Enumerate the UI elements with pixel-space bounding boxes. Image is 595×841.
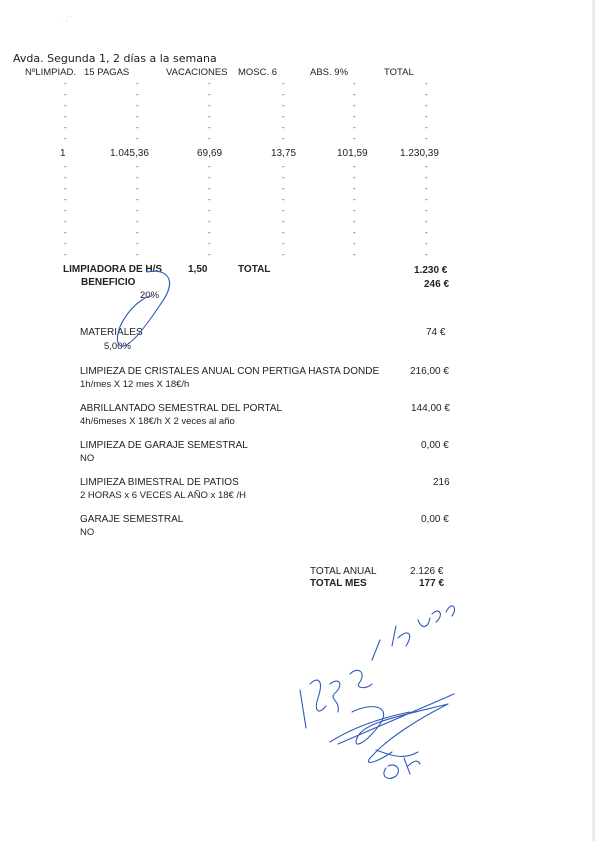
table-cell-value: 101,59 bbox=[337, 148, 368, 160]
service-amount: 0,00 € bbox=[421, 440, 449, 451]
table-cell-empty: - bbox=[208, 206, 211, 215]
col-header-mosc: MOSC. 6 bbox=[238, 67, 278, 78]
table-cell-empty: - bbox=[208, 249, 211, 259]
table-cell-empty: - bbox=[282, 100, 285, 110]
table-cell-empty: - bbox=[64, 79, 67, 88]
table-cell-empty: - bbox=[208, 227, 211, 237]
service-title: LIMPIEZA DE GARAJE SEMESTRAL bbox=[80, 440, 248, 451]
table-cell-empty: - bbox=[208, 216, 211, 226]
table-cell-empty: - bbox=[136, 184, 139, 194]
service-amount: 216 bbox=[433, 477, 450, 488]
total-mes-value: 177 € bbox=[419, 578, 445, 589]
table-cell-empty: - bbox=[282, 227, 285, 237]
table-cell-empty: - bbox=[282, 162, 285, 172]
service-detail: 1h/mes X 12 mes X 18€/h bbox=[80, 379, 190, 390]
initials-mark bbox=[384, 758, 420, 778]
total-anual-value: 2.126 € bbox=[410, 566, 444, 577]
hours-value: 1,50 bbox=[188, 264, 208, 275]
table-cell-empty: - bbox=[353, 238, 356, 248]
table-cell-empty: - bbox=[353, 111, 356, 121]
scan-artifact: . ,' ' bbox=[62, 17, 71, 23]
table-cell-empty: - bbox=[425, 79, 428, 88]
table-cell-empty: - bbox=[64, 238, 67, 248]
table-cell-empty: - bbox=[425, 133, 428, 143]
table-cell-empty: - bbox=[282, 249, 285, 259]
table-cell-empty: - bbox=[208, 122, 211, 132]
table-cell-empty: - bbox=[136, 100, 139, 110]
table-cell-empty: - bbox=[425, 227, 428, 237]
table-cell-value: 1 bbox=[60, 148, 66, 160]
table-cell-empty: - bbox=[64, 216, 67, 226]
table-cell-empty: - bbox=[353, 173, 356, 183]
total-mes-label: TOTAL MES bbox=[310, 578, 367, 589]
table-cell-empty: - bbox=[282, 122, 285, 132]
table-cell-empty: - bbox=[353, 79, 356, 88]
table-cell-empty: - bbox=[64, 111, 67, 121]
table-cell-empty: - bbox=[425, 249, 428, 259]
table-cell-empty: - bbox=[425, 184, 428, 194]
table-cell-empty: - bbox=[353, 216, 356, 226]
table-cell-empty: - bbox=[208, 100, 211, 110]
table-cell-empty: - bbox=[136, 238, 139, 248]
table-cell-empty: - bbox=[282, 173, 285, 183]
table-cell-empty: - bbox=[282, 195, 285, 205]
table-cell-empty: - bbox=[64, 133, 67, 143]
table-cell-empty: - bbox=[353, 133, 356, 143]
table-cell-empty: - bbox=[425, 216, 428, 226]
table-cell-empty: - bbox=[425, 206, 428, 215]
service-title: ABRILLANTADO SEMESTRAL DEL PORTAL bbox=[80, 403, 283, 414]
col-header-vacaciones: VACACIONES bbox=[166, 67, 228, 78]
table-cell-empty: - bbox=[136, 227, 139, 237]
table-cell-empty: - bbox=[282, 184, 285, 194]
table-cell-empty: - bbox=[136, 173, 139, 183]
table-cell-empty: - bbox=[353, 195, 356, 205]
table-cell-empty: - bbox=[136, 79, 139, 88]
table-cell-empty: - bbox=[136, 216, 139, 226]
beneficio-percent: 20% bbox=[140, 290, 160, 301]
table-cell-empty: - bbox=[208, 162, 211, 172]
handwritten-note-mark bbox=[300, 606, 454, 728]
total-anual-label: TOTAL ANUAL bbox=[310, 566, 377, 577]
table-cell-empty: - bbox=[136, 206, 139, 215]
table-cell-empty: - bbox=[136, 122, 139, 132]
table-cell-value: 1.230,39 bbox=[400, 148, 439, 160]
table-cell-empty: - bbox=[208, 184, 211, 194]
table-cell-empty: - bbox=[136, 249, 139, 259]
table-cell-empty: - bbox=[64, 173, 67, 183]
table-cell-empty: - bbox=[353, 227, 356, 237]
service-detail: NO bbox=[80, 527, 95, 538]
service-detail: NO bbox=[80, 453, 95, 464]
table-cell-empty: - bbox=[136, 89, 139, 99]
service-amount: 0,00 € bbox=[421, 514, 449, 525]
table-cell-empty: - bbox=[136, 162, 139, 172]
materiales-value: 74 € bbox=[426, 327, 446, 338]
table-cell-empty: - bbox=[208, 195, 211, 205]
table-cell-empty: - bbox=[425, 162, 428, 172]
table-cell-empty: - bbox=[425, 111, 428, 121]
table-cell-empty: - bbox=[282, 216, 285, 226]
materiales-percent: 5,00% bbox=[104, 341, 131, 352]
service-amount: 216,00 € bbox=[410, 366, 449, 377]
table-cell-empty: - bbox=[136, 133, 139, 143]
col-header-nlimpiad: NºLIMPIAD. bbox=[25, 67, 76, 78]
table-cell-empty: - bbox=[353, 100, 356, 110]
table-cell-empty: - bbox=[353, 162, 356, 172]
total-label: TOTAL bbox=[238, 264, 271, 275]
table-cell-empty: - bbox=[64, 89, 67, 99]
document-title: Avda. Segunda 1, 2 días a la semana bbox=[13, 52, 217, 65]
table-cell-empty: - bbox=[282, 206, 285, 215]
table-cell-value: 13,75 bbox=[271, 148, 297, 160]
signature-mark bbox=[330, 694, 454, 762]
table-cell-empty: - bbox=[64, 184, 67, 194]
table-cell-empty: - bbox=[425, 89, 428, 99]
service-title: LIMPIEZA BIMESTRAL DE PATIOS bbox=[80, 477, 239, 488]
table-cell-empty: - bbox=[282, 111, 285, 121]
table-cell-empty: - bbox=[282, 89, 285, 99]
table-cell-empty: - bbox=[425, 122, 428, 132]
table-cell-empty: - bbox=[353, 122, 356, 132]
table-cell-empty: - bbox=[64, 122, 67, 132]
table-cell-empty: - bbox=[64, 162, 67, 172]
table-cell-empty: - bbox=[425, 195, 428, 205]
table-cell-empty: - bbox=[208, 89, 211, 99]
limpiadora-label: LIMPIADORA DE H/S bbox=[63, 264, 163, 275]
col-header-total: TOTAL bbox=[384, 67, 414, 78]
col-header-abs: ABS. 9% bbox=[310, 67, 349, 78]
table-cell-empty: - bbox=[208, 111, 211, 121]
total-value: 1.230 € bbox=[414, 265, 448, 276]
table-cell-empty: - bbox=[425, 238, 428, 248]
service-detail: 4h/6meses X 18€/h X 2 veces al año bbox=[80, 416, 235, 427]
table-cell-empty: - bbox=[425, 173, 428, 183]
table-cell-empty: - bbox=[353, 184, 356, 194]
table-cell-empty: - bbox=[208, 173, 211, 183]
table-cell-empty: - bbox=[64, 100, 67, 110]
table-cell-empty: - bbox=[64, 249, 67, 259]
table-cell-value: 69,69 bbox=[197, 148, 223, 160]
table-cell-value: 1.045,36 bbox=[110, 148, 149, 160]
service-detail: 2 HORAS x 6 VECES AL AÑO x 18€ /H bbox=[80, 490, 246, 501]
table-cell-empty: - bbox=[353, 89, 356, 99]
table-cell-empty: - bbox=[425, 100, 428, 110]
col-header-15-pagas: 15 PAGAS bbox=[84, 67, 130, 78]
table-cell-empty: - bbox=[64, 195, 67, 205]
service-amount: 144,00 € bbox=[411, 403, 450, 414]
table-cell-empty: - bbox=[282, 133, 285, 143]
service-title: GARAJE SEMESTRAL bbox=[80, 514, 184, 525]
table-cell-empty: - bbox=[64, 227, 67, 237]
table-cell-empty: - bbox=[136, 195, 139, 205]
table-cell-empty: - bbox=[208, 238, 211, 248]
service-title: LIMPIEZA DE CRISTALES ANUAL CON PERTIGA HASTA DONDE bbox=[80, 366, 380, 377]
table-cell-empty: - bbox=[353, 249, 356, 259]
table-cell-empty: - bbox=[208, 79, 211, 88]
table-cell-empty: - bbox=[353, 206, 356, 215]
beneficio-label: BENEFICIO bbox=[81, 277, 136, 288]
table-cell-empty: - bbox=[282, 79, 285, 88]
beneficio-value: 246 € bbox=[424, 279, 450, 290]
table-cell-empty: - bbox=[136, 111, 139, 121]
table-cell-empty: - bbox=[64, 206, 67, 215]
materiales-label: MATERIALES bbox=[80, 327, 143, 338]
table-cell-empty: - bbox=[208, 133, 211, 143]
table-cell-empty: - bbox=[282, 238, 285, 248]
